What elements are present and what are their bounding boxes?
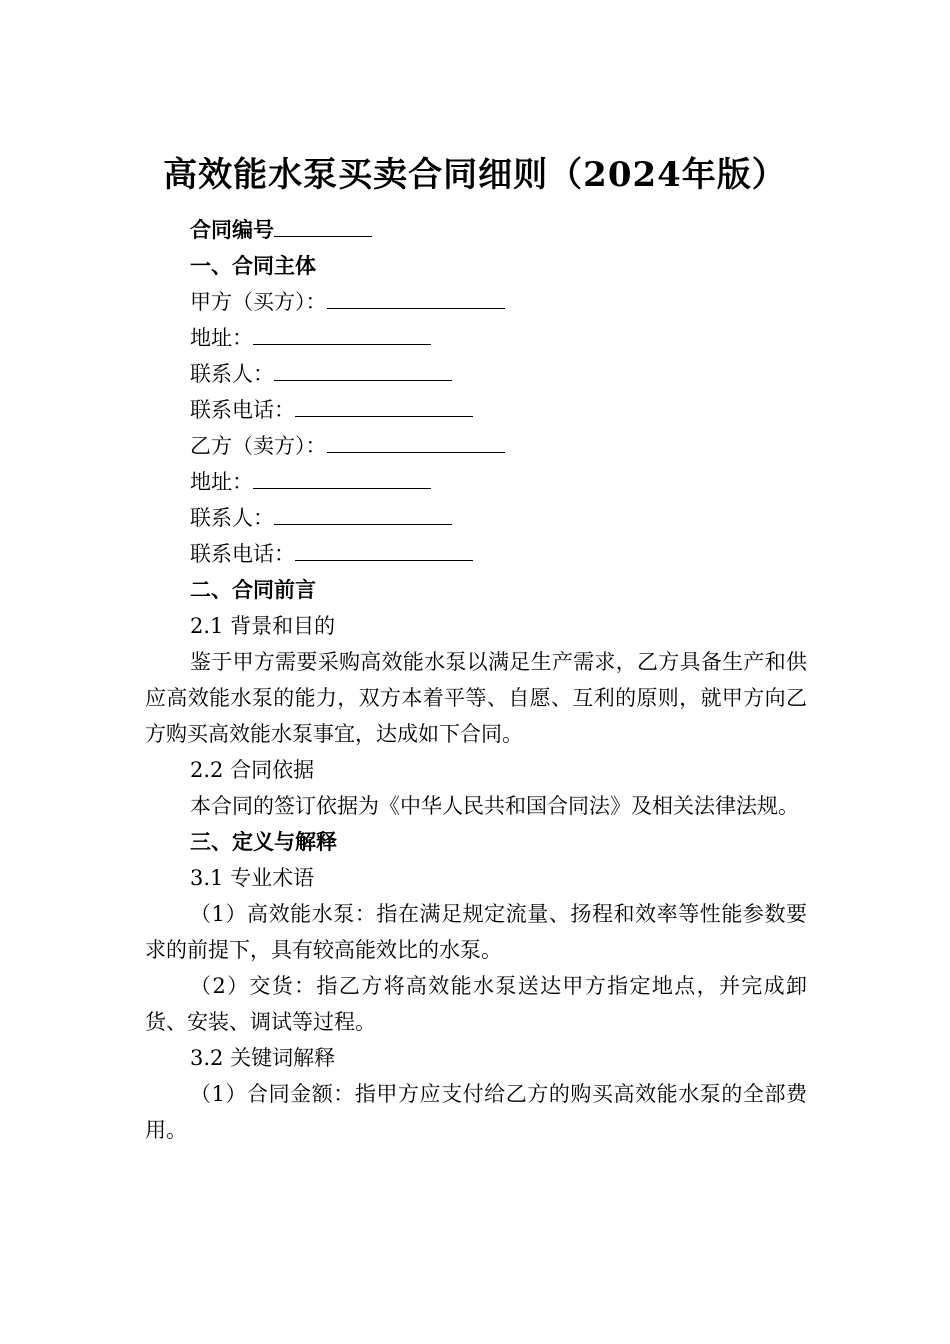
party-a-address-blank xyxy=(253,322,431,345)
document-body xyxy=(145,212,807,1148)
party-a-blank xyxy=(327,286,505,309)
party-a-contact-line xyxy=(145,356,807,392)
party-a-label: 甲方（买方）： xyxy=(190,290,327,314)
party-a-contact-label: 联系人： xyxy=(190,362,274,386)
document-title: 高效能水泵买卖合同细则（2024年版） xyxy=(163,155,787,195)
section-3-heading: 三、定义与解释 xyxy=(190,829,337,854)
party-a-phone-label: 联系电话： xyxy=(190,398,295,422)
party-b-contact-blank xyxy=(274,502,452,525)
definition-pump: （1）高效能水泵：指在满足规定流量、扬程和效率等性能参数要求的前提下，具有较高能效比的水泵。 xyxy=(145,902,807,962)
party-b-contact-line xyxy=(145,500,807,536)
party-a-address-line xyxy=(145,320,807,356)
party-b-label: 乙方（卖方）： xyxy=(190,434,327,458)
party-b-address-label: 地址： xyxy=(190,470,253,494)
contract-number-blank xyxy=(274,214,372,237)
subsection-2-1: 2.1 背景和目的 xyxy=(190,614,336,638)
paragraph-basis: 本合同的签订依据为《中华人民共和国合同法》及相关法律法规。 xyxy=(190,794,799,818)
party-b-phone-line xyxy=(145,536,807,572)
definition-contract-amount: （1）合同金额：指甲方应支付给乙方的购买高效能水泵的全部费用。 xyxy=(145,1082,807,1142)
section-2-heading: 二、合同前言 xyxy=(190,577,316,602)
party-b-phone-blank xyxy=(295,538,473,561)
subsection-2-2: 2.2 合同依据 xyxy=(190,758,315,782)
party-a-address-label: 地址： xyxy=(190,326,253,350)
party-a-phone-blank xyxy=(295,394,473,417)
party-b-address-blank xyxy=(253,466,431,489)
party-b-phone-label: 联系电话： xyxy=(190,542,295,566)
party-a-line xyxy=(145,284,807,320)
contract-number-label: 合同编号 xyxy=(190,217,274,242)
party-a-contact-blank xyxy=(274,358,452,381)
party-b-line xyxy=(145,428,807,464)
subsection-3-1: 3.1 专业术语 xyxy=(190,866,315,890)
party-b-address-line xyxy=(145,464,807,500)
subsection-3-2: 3.2 关键词解释 xyxy=(190,1046,336,1070)
party-a-phone-line xyxy=(145,392,807,428)
contract-number-line xyxy=(145,212,807,248)
party-b-contact-label: 联系人： xyxy=(190,506,274,530)
definition-delivery: （2）交货：指乙方将高效能水泵送达甲方指定地点，并完成卸货、安装、调试等过程。 xyxy=(145,974,807,1034)
paragraph-background: 鉴于甲方需要采购高效能水泵以满足生产需求，乙方具备生产和供应高效能水泵的能力，双方本着平等、自愿、互利的原则，就甲方向乙方购买高效能水泵事宜，达成如下合同。 xyxy=(145,650,807,746)
party-b-blank xyxy=(327,430,505,453)
section-1-heading: 一、合同主体 xyxy=(190,253,316,278)
